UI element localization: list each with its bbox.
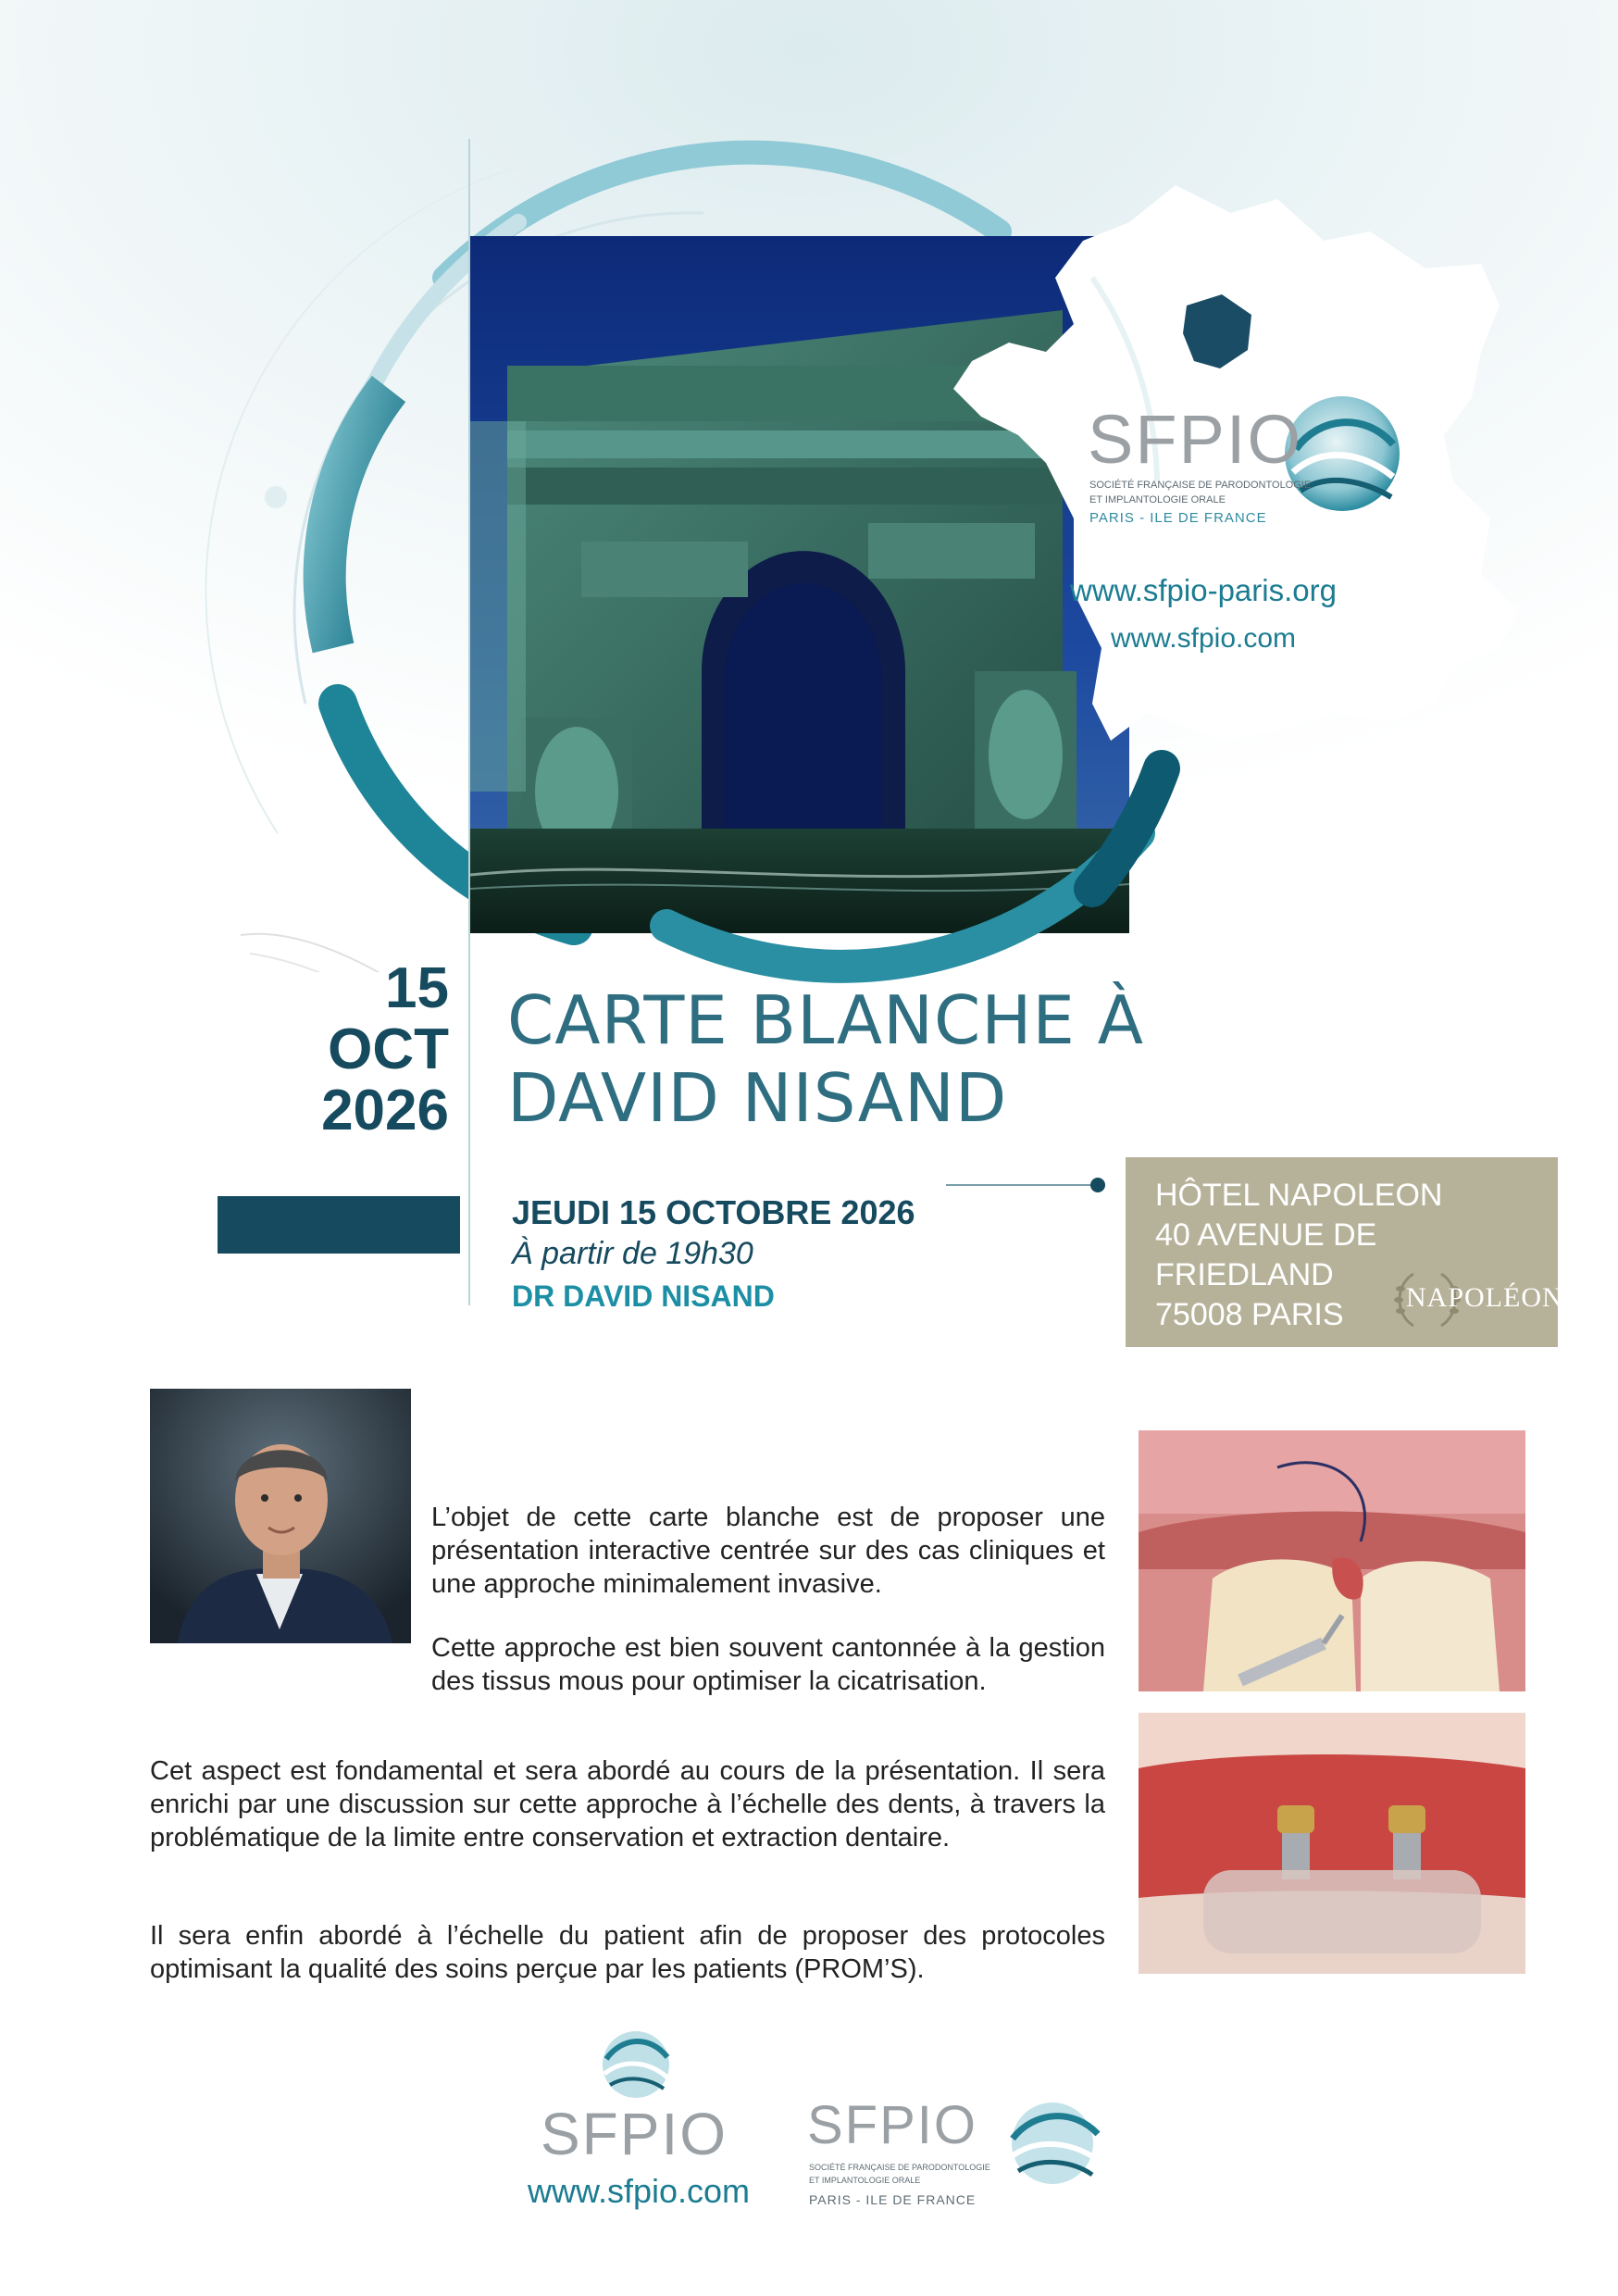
event-full-date: JEUDI 15 OCTOBRE 2026: [512, 1193, 915, 1231]
venue-box: [1126, 1157, 1563, 1347]
footer-logo-subtitle-1: SOCIÉTÉ FRANÇAISE DE PARODONTOLOGIE: [809, 2163, 990, 2172]
sfpio-footer-logo: [481, 2028, 787, 2166]
date-year: 2026: [321, 1079, 449, 1142]
venue-name: HÔTEL NAPOLEON: [1155, 1178, 1443, 1213]
sfpio-logo-header: [1088, 393, 1402, 542]
sfpio-paris-link[interactable]: www.sfpio-paris.org: [1070, 573, 1337, 607]
sfpio-paris-footer-logo-text: SFPIO: [807, 2095, 978, 2155]
sfpio-wave-icon: [1002, 2097, 1103, 2199]
event-info: [512, 1192, 1067, 1318]
clinical-photo-implants: [1139, 1713, 1525, 1974]
accent-bar: [218, 1196, 460, 1254]
sfpio-paris-footer-logo: [807, 2097, 1103, 2227]
footer-logo-region: PARIS - ILE DE FRANCE: [809, 2192, 977, 2207]
venue-connector-line: [946, 1184, 1101, 1186]
sfpio-logo-region: PARIS - ILE DE FRANCE: [1089, 510, 1267, 526]
venue-address: 40 AVENUE DE FRIEDLAND: [1155, 1217, 1377, 1292]
footer-sfpio-link[interactable]: www.sfpio.com: [527, 2172, 751, 2210]
footer-logo-subtitle-2: ET IMPLANTOLOGIE ORALE: [809, 2176, 921, 2185]
body-paragraph-1: L’objet de cette carte blanche est de proposer une présentation interactive centrée sur des cas cliniques et une approche minimalement invasive.: [431, 1503, 1105, 1599]
body-paragraph-2: Cette approche est bien souvent cantonnée à la gestion des tissus mous pour optimiser la cicatrisation.: [431, 1633, 1105, 1696]
sfpio-wave-icon: [599, 2028, 673, 2102]
body-paragraph-3: Cet aspect est fondamental et sera abordé au cours de la présentation. Il sera enrichi par une discussion sur cette approche à l’échelle des dents, à travers la problématique de la limite entre conservation et extraction dentaire.: [150, 1756, 1105, 1853]
event-title-line2: DAVID NISAND: [507, 1059, 1008, 1137]
body-paragraph-4: Il sera enfin abordé à l’échelle du patient afin de proposer des protocoles optimisant la qualité des soins perçue par les patients (PROM’S).: [150, 1921, 1105, 1984]
event-title: [507, 981, 1144, 1137]
sfpio-logo-text: SFPIO: [1088, 401, 1303, 478]
event-speaker: DR DAVID NISAND: [512, 1279, 775, 1313]
speaker-portrait: [150, 1389, 411, 1643]
napoleon-logo: [1388, 1267, 1563, 1333]
sfpio-logo-subtitle-2: ET IMPLANTOLOGIE ORALE: [1089, 494, 1226, 505]
event-time: À partir de 19h30: [512, 1236, 753, 1271]
event-title-line1: CARTE BLANCHE À: [507, 981, 1144, 1059]
napoleon-logo-text: NAPOLÉON: [1406, 1282, 1563, 1313]
sfpio-logo-subtitle-1: SOCIÉTÉ FRANÇAISE DE PARODONTOLOGIE: [1089, 480, 1312, 491]
venue-city: 75008 PARIS: [1155, 1297, 1344, 1332]
event-date-block: [278, 958, 449, 1142]
clinical-photo-suture: [1139, 1430, 1525, 1691]
venue-connector-dot: [1090, 1178, 1105, 1192]
date-month: OCT: [328, 1017, 449, 1081]
sfpio-footer-logo-text: SFPIO: [540, 2101, 728, 2167]
sfpio-link[interactable]: www.sfpio.com: [1110, 623, 1297, 654]
date-day: 15: [385, 956, 449, 1020]
